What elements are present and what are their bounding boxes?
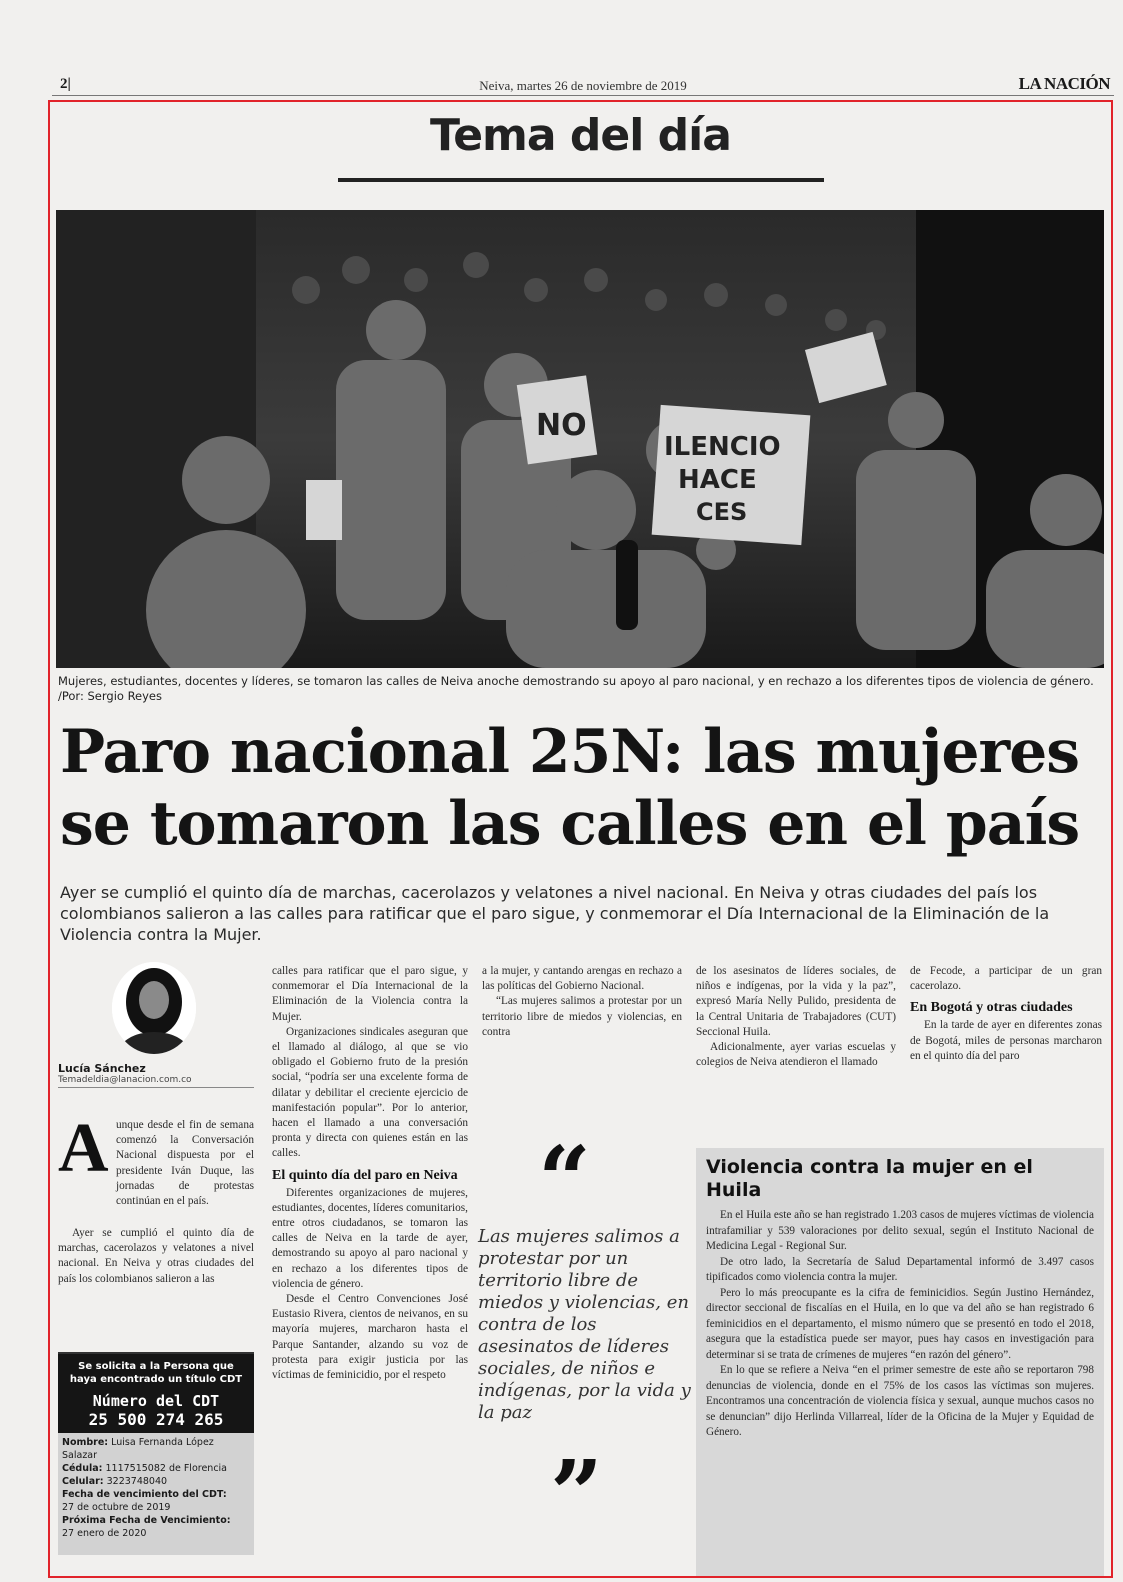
sign-text-2b: HACE [678, 465, 757, 495]
col3 [482, 964, 682, 1040]
col1-bottom [58, 1226, 254, 1287]
ad-venc: 27 de octubre de 2019 [62, 1502, 171, 1513]
col1-top [116, 1118, 254, 1209]
page-number: 2| [60, 76, 71, 92]
ad-name-label: Nombre: [62, 1437, 109, 1448]
col4-p1: de los asesinatos de líderes sociales, de niños e indígenas, por la vida y la paz”, expresó María Nelly Pulido, presidenta de la Central Unitaria de Trabajadores (CUT) Seccional Huila. [696, 965, 896, 1038]
photo-caption: Mujeres, estudiantes, docentes y líderes, se tomaron las calles de Neiva anoche demostrando su apoyo al paro nacional, y en rechazo a los diferentes tipos de violencia de género. /Por: Sergio Reyes [58, 674, 1094, 703]
col3-p1: a la mujer, y cantando arengas en rechazo a las políticas del Gobierno Nacional. [482, 965, 682, 993]
ad-prox-label: Próxima Fecha de Vencimiento: [62, 1515, 231, 1526]
ad-title: Número del CDT [92, 1392, 220, 1410]
sidebar-title: Violencia contra la mujer en el Huila [706, 1156, 1033, 1201]
cdt-notice [58, 1352, 254, 1576]
author-email: Temadeldia@lanacion.com.co [58, 1075, 254, 1088]
section-title: Tema del día [430, 110, 731, 161]
sidebar-p2: De otro lado, la Secretaría de Salud Departamental informó de 3.497 casos tipificados como violencia contra la mujer. [706, 1255, 1094, 1283]
col1-p2: Ayer se cumplió el quinto día de marchas, cacerolazos y velatones a nivel nacional. En Neiva y otras ciudades del país los colombianos salieron a las [58, 1227, 254, 1285]
lead-photo [56, 210, 1104, 668]
author-name: Lucía Sánchez [58, 1062, 146, 1075]
headline: Paro nacional 25N: las mujeres se tomaron las calles en el país [60, 717, 1080, 859]
dateline: Neiva, martes 26 de noviembre de 2019 [479, 78, 687, 93]
col4-p2: Adicionalmente, ayer varias escuelas y colegios de Neiva atendieron el llamado [696, 1041, 896, 1069]
sign-text-2a: ILENCIO [664, 432, 781, 462]
ad-cedula: 1117515082 de Florencia [105, 1463, 228, 1474]
sidebar-p3: Pero lo más preocupante es la cifra de feminicidios. Según Justino Hernández, director seccional de fiscalías en el Huila, en lo que va del año se han registrado 6 feminicidios en el departamento, el mismo número que se presentó en todo el 2018, asegura que la estadística puede ser mayor, pues hay casos en investigación para determinar si se trata de crímenes de mujeres “en razón del género”. [706, 1286, 1094, 1361]
page-header [52, 74, 1114, 96]
col4 [696, 964, 896, 1070]
microphone [616, 540, 638, 630]
ad-cel: 3223748040 [106, 1476, 168, 1487]
col3-p2: “Las mujeres salimos a protestar por un territorio libre de miedos y violencias, en contra [482, 995, 682, 1038]
col2-p2: Organizaciones sindicales aseguran que el llamado al diálogo, al que se vio obligado el Gobierno fruto de la presión social, “podría ser una excelente forma de dilatar y debilitar el creciente ejercicio de manifestación popular”. Por lo anterior, hacen el llamado a una conversación pronta y directa con quienes están en las calles. [272, 1025, 468, 1160]
col5 [910, 964, 1102, 1064]
quote-open-mark: “ [538, 1126, 591, 1234]
ad-name: Luisa Fernanda López Salazar [62, 1437, 214, 1461]
section-rule [338, 178, 824, 182]
lede: Ayer se cumplió el quinto día de marchas, cacerolazos y velatones a nivel nacional. En Neiva y otras ciudades del país los colombianos salieron a las calles para ratificar que el paro sigue, y conmemorar el Día Internacional de la Eliminación de la Violencia contra la Mujer. [60, 883, 1050, 944]
ad-venc-label: Fecha de vencimiento del CDT: [62, 1489, 227, 1500]
ad-cel-label: Celular: [62, 1476, 104, 1487]
col2-p1: calles para ratificar que el paro sigue, y conmemorar el Día Internacional de la Eliminación de la Violencia contra la Mujer. [272, 965, 468, 1023]
article-frame [48, 100, 1113, 1578]
col2-subhead: El quinto día del paro en Neiva [272, 1167, 458, 1183]
protest-crowd-image [56, 210, 1104, 668]
sidebar-box [696, 1148, 1104, 1576]
col2 [272, 964, 468, 1383]
ad-cedula-label: Cédula: [62, 1463, 103, 1474]
sidebar-p1: En el Huila este año se han registrado 1.203 casos de mujeres víctimas de violencia intrafamiliar y 539 valoraciones por delito sexual, según el Instituto Nacional de Medicina Legal - Regional Sur. [706, 1209, 1094, 1252]
ad-prox: 27 enero de 2020 [62, 1528, 147, 1539]
quote-close-mark: ” [550, 1440, 603, 1548]
col2-p3: Diferentes organizaciones de mujeres, estudiantes, docentes, líderes comunitarios, entre otros ciudadanos, se tomaron las calles de Neiva en la tarde de ayer, demostrando su apoyo al paro nacional y en rechazo a los diferentes tipos de violencia de género. [272, 1186, 468, 1290]
newspaper-logo: LA NACIÓN [1018, 74, 1110, 93]
ad-number: 25 500 274 265 [88, 1410, 224, 1429]
ad-line1: Se solicita a la Persona que [78, 1361, 234, 1372]
ad-line2: haya encontrado un título CDT [69, 1374, 243, 1385]
sign-text-2c: CES [696, 498, 748, 526]
sidebar-p4: En lo que se refiere a Neiva “en el primer semestre de este año se reportaron 798 denuncias de violencia, donde en el 75% de los casos las víctimas son mujeres. Encontramos una concentración de violencia física y sexual, aunque muchos casos no se denuncian” dijo Herlinda Villarreal, líder de la Oficina de la Mujer y Equidad de Género. [706, 1364, 1094, 1438]
col1-p1: unque desde el fin de semana comenzó la Conversación Nacional dispuesta por el presidente Iván Duque, las jornadas de protestas continúan en el país. [116, 1119, 254, 1208]
author-avatar [112, 962, 196, 1054]
col5-p2: En la tarde de ayer en diferentes zonas de Bogotá, miles de personas marcharon en el quinto día del paro [910, 1019, 1102, 1062]
col2-p4: Desde el Centro Convenciones José Eustasio Rivera, cientos de neivanos, en su mayoría mujeres, marcharon hasta el Parque Santander, alzando su voz de protesta para exigir justicia por las víctimas de feminicidio, por el respeto [272, 1293, 468, 1382]
col5-p1: de Fecode, a participar de un gran cacerolazo. [910, 965, 1102, 993]
col5-subhead: En Bogotá y otras ciudades [910, 1000, 1073, 1016]
drop-cap: A [58, 1110, 109, 1187]
sign-text-1: NO [536, 408, 587, 443]
pull-quote: Las mujeres salimos a protestar por un territorio libre de miedos y violencias, en contra de los asesinatos de líderes sociales, de niños e indígenas, por la vida y la paz [478, 1226, 691, 1423]
